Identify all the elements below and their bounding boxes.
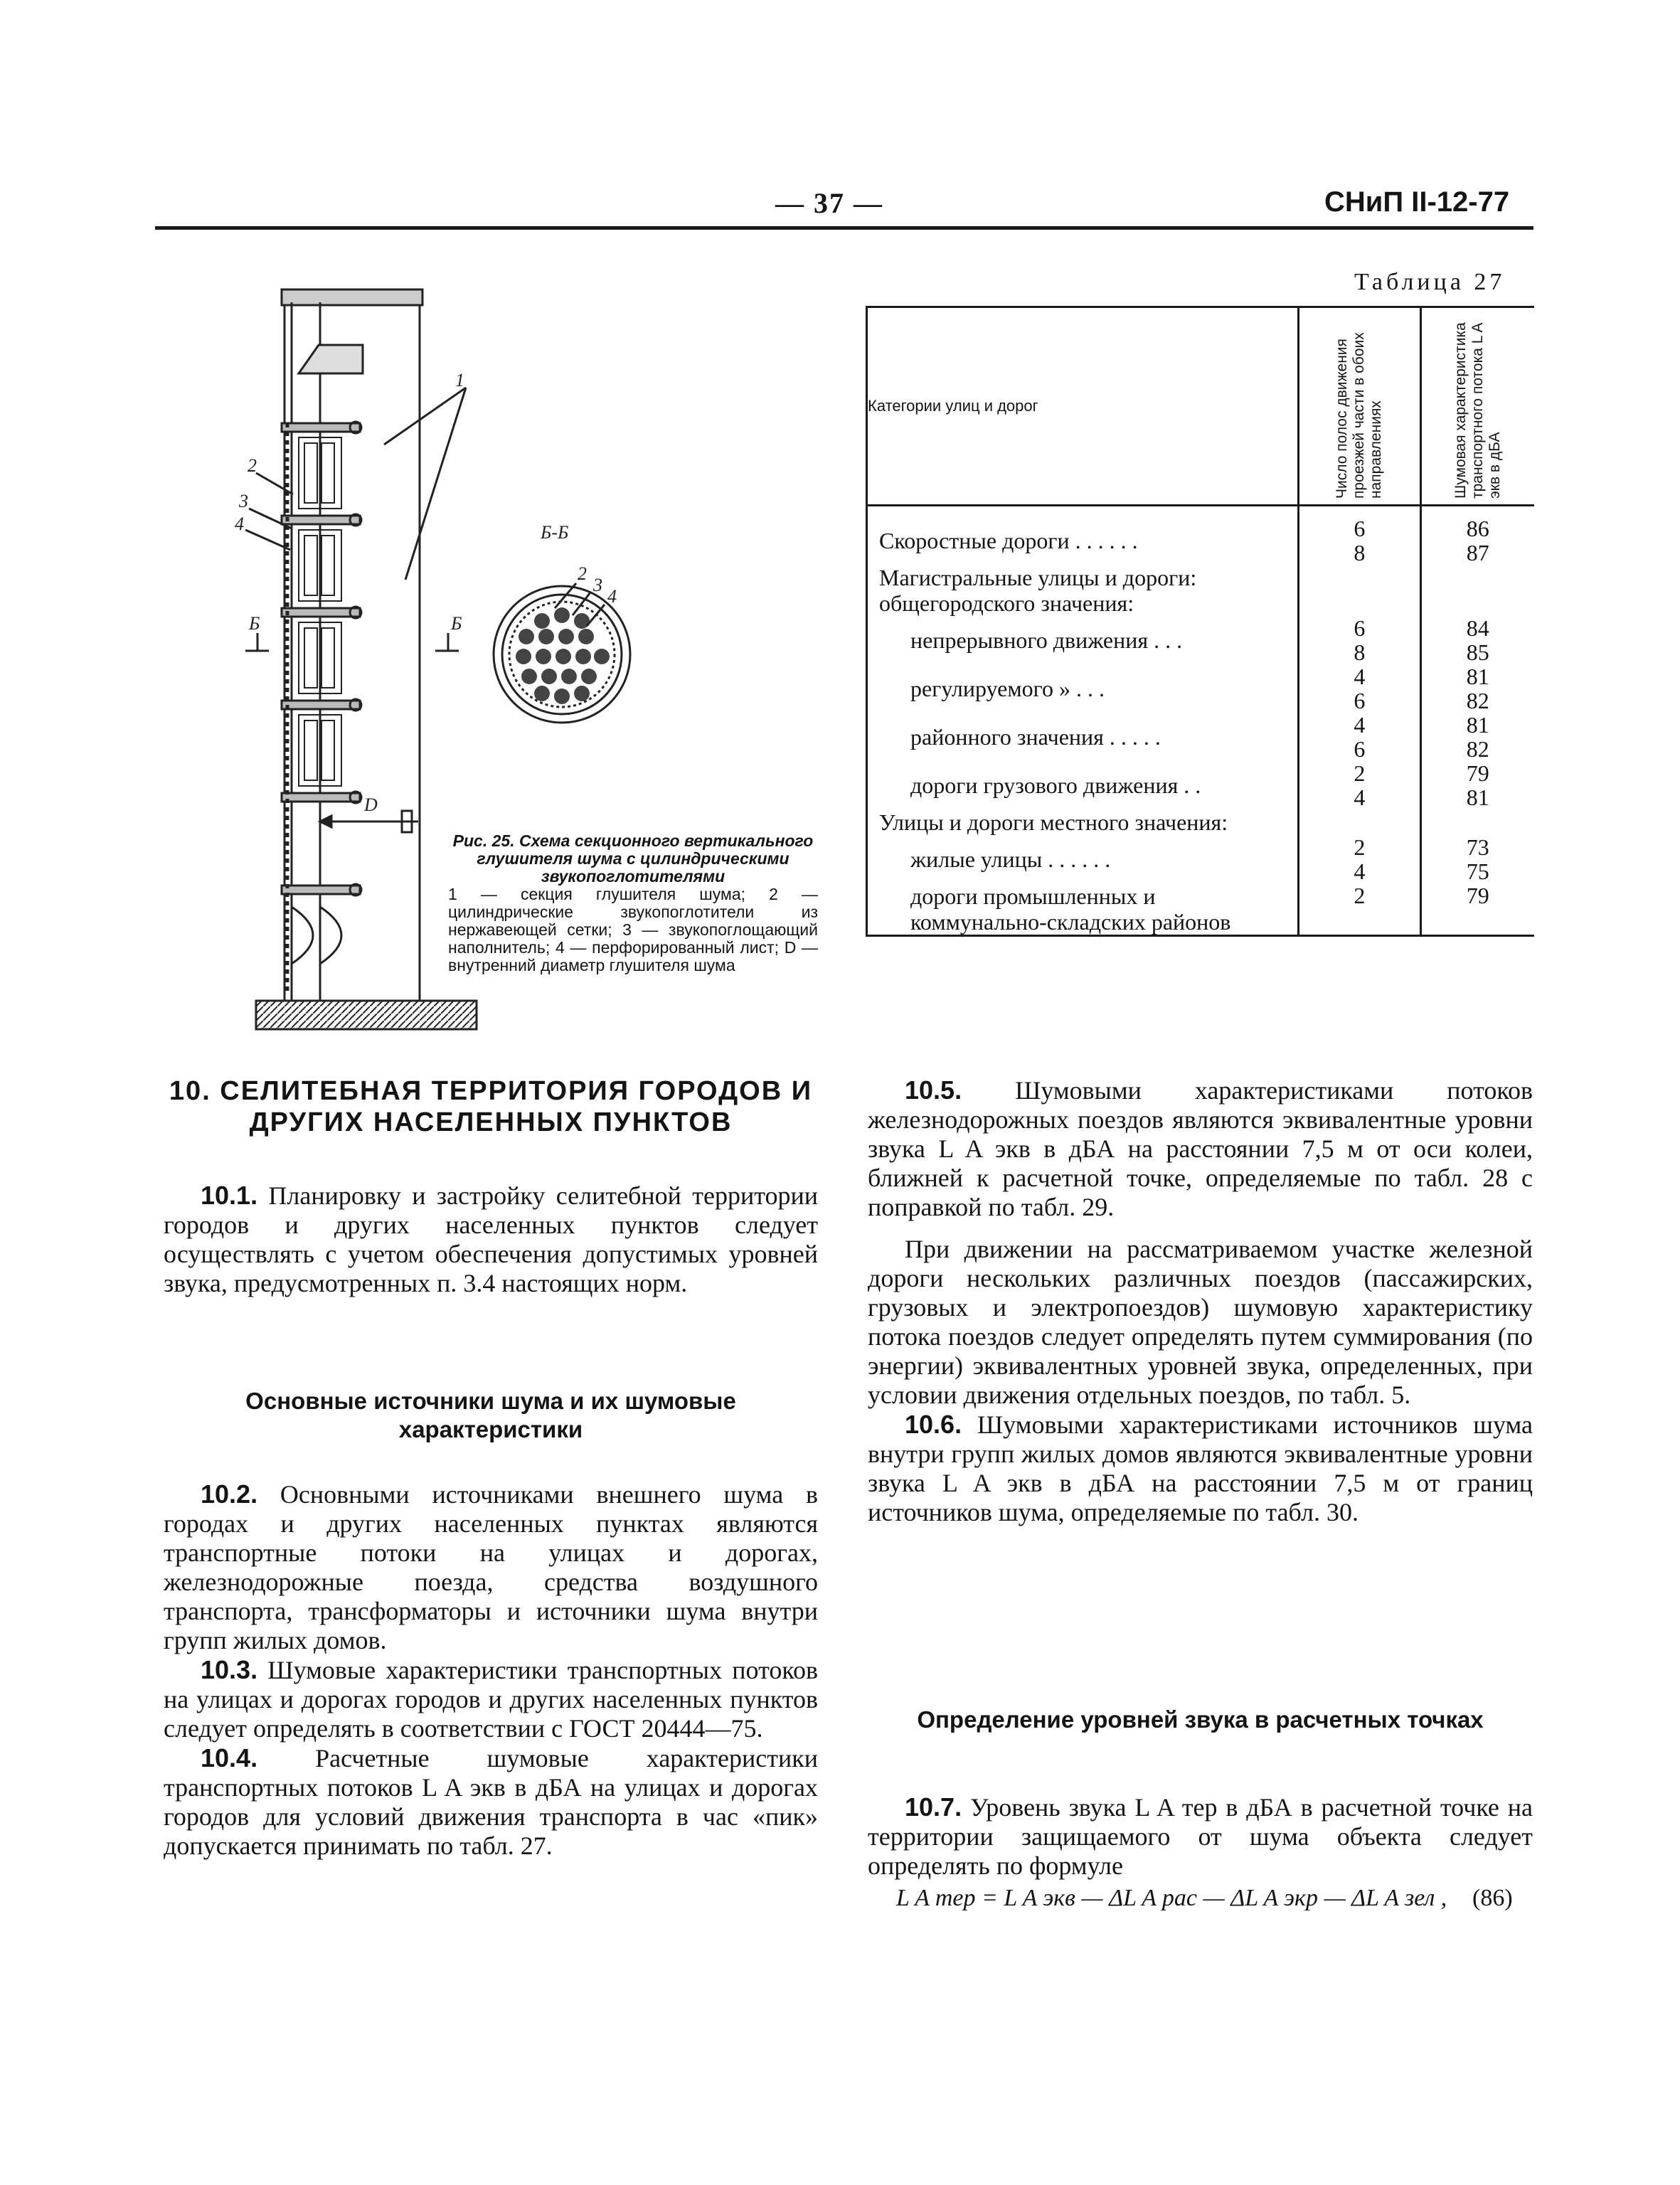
cut-label-right: Б bbox=[451, 613, 462, 634]
table-cell-category: регулируемого » . . . bbox=[910, 676, 1105, 701]
table-cell-noise-level: 84 85 bbox=[1466, 615, 1489, 665]
table-cell-noise-level bbox=[1420, 565, 1534, 616]
table-cell-category: жилые улицы . . . . . . bbox=[910, 846, 1111, 872]
para-10-5-number: 10.5. bbox=[905, 1075, 962, 1105]
table-cell-category: Скоростные дороги . . . . . . bbox=[879, 528, 1138, 553]
table-27 bbox=[866, 306, 1534, 937]
section-title: 10. СЕЛИТЕБНАЯ ТЕРРИТОРИЯ ГОРОДОВ И ДРУГИХ НАСЕЛЕННЫХ ПУНКТОВ bbox=[169, 1076, 813, 1137]
table-cell-noise-level: 81 82 bbox=[1466, 712, 1489, 762]
figure-legend: 1 — секция глушителя шума; 2 — цилиндрические звукопоглотители из нержавеющей сетки; 3 — звукопоглощающий наполнитель; 4 — перфорированный лист; D — внутренний диаметр глушителя шума bbox=[448, 885, 818, 974]
table-cell-noise-level: 81 82 bbox=[1466, 664, 1489, 713]
table-caption: Таблица 27 bbox=[1354, 269, 1506, 295]
left-paragraphs bbox=[164, 1479, 818, 1861]
table-cell-lanes bbox=[1299, 809, 1420, 835]
table-header-category: Категории улиц и дорог bbox=[867, 307, 1299, 506]
table-cell-noise-level: 79 bbox=[1420, 883, 1534, 936]
para-10-7 bbox=[868, 1792, 1533, 1881]
header-rule bbox=[155, 226, 1533, 230]
para-10-7-number: 10.7. bbox=[905, 1792, 962, 1822]
table-cell-category: дороги промышленных и коммунально-складских районов bbox=[910, 883, 1231, 935]
para-10-2-number: 10.2. bbox=[201, 1479, 258, 1509]
table-cell-lanes: 2 4 bbox=[1299, 835, 1420, 883]
table-cell-noise-level: 73 75 bbox=[1466, 834, 1489, 884]
subsection-title-calculation: Определение уровней звука в расчетных точках bbox=[917, 1706, 1484, 1733]
table-cell-lanes: 4 6 bbox=[1299, 664, 1420, 713]
para-10-4-text: Расчетные шумовые характеристики транспортных потоков L A экв в дБА на улицах и дорогах городов для условий движения транспорта в час «пик» допускается принимать по табл. 27. bbox=[164, 1744, 819, 1860]
table-cell-noise-level: 86 87 bbox=[1466, 516, 1489, 565]
para-10-4-number: 10.4. bbox=[201, 1743, 258, 1772]
section-label: Б-Б bbox=[541, 522, 569, 543]
table-row bbox=[867, 664, 1535, 713]
table-cell-category: районного значения . . . . . bbox=[910, 724, 1161, 750]
table-row bbox=[867, 761, 1535, 809]
table-cell-category: Магистральные улицы и дороги: общегородского значения: bbox=[879, 565, 1197, 616]
right-paragraphs bbox=[868, 1075, 1533, 1527]
subsection-title-sources: Основные источники шума и их шумовые характеристики bbox=[245, 1388, 736, 1442]
para-10-1 bbox=[164, 1181, 818, 1298]
cut-label-left: Б bbox=[249, 613, 260, 634]
para-10-5-continuation: При движении на рассматриваемом участке железной дороги нескольких различных поездов (пассажирских, грузовых и электропоездов) шумовую характеристику потока поездов следует определять путем суммирования (по энергии) эквивалентных уровней звука, определенных, при условии движения отдельных поездов, по табл. 5. bbox=[868, 1235, 1533, 1409]
document-code: СНиП II-12-77 bbox=[1324, 186, 1510, 218]
diameter-label: D bbox=[364, 794, 378, 815]
table-row bbox=[867, 835, 1535, 883]
page-number: — 37 — bbox=[775, 187, 883, 219]
para-10-6-text: Шумовыми характеристиками источников шума внутри групп жилых домов являются эквивалентные уровни звука L A экв в дБА на расстоянии 7,5 м от границ источников шума, определяемые по табл. 30. bbox=[868, 1410, 1533, 1526]
table-cell-lanes: 2 4 bbox=[1299, 761, 1420, 809]
table-header-noise: Шумовая характеристика транспортного потока L A экв в дБА bbox=[1452, 322, 1503, 499]
label-3: 3 bbox=[239, 491, 248, 511]
para-10-3-number: 10.3. bbox=[201, 1655, 258, 1684]
label-2: 2 bbox=[248, 455, 257, 476]
label-4: 4 bbox=[235, 514, 244, 534]
table-cell-lanes bbox=[1299, 565, 1420, 616]
table-cell-lanes: 4 6 bbox=[1299, 713, 1420, 761]
table-cell-category: Улицы и дороги местного значения: bbox=[879, 809, 1228, 835]
section-label-4: 4 bbox=[607, 586, 617, 607]
table-row bbox=[867, 883, 1535, 936]
table-cell-lanes: 2 bbox=[1299, 883, 1420, 936]
table-header-lanes: Число полос движения проезжей части в обоих направлениях bbox=[1334, 332, 1385, 499]
table-row bbox=[867, 713, 1535, 761]
para-10-6-number: 10.6. bbox=[905, 1410, 962, 1439]
table-cell-lanes: 6 8 bbox=[1299, 506, 1420, 565]
para-10-5-text: Шумовыми характеристиками потоков железнодорожных поездов являются эквивалентные уровни звука L A экв в дБА на расстоянии 7,5 м от оси колеи, ближней к расчетной точке, определяемые по табл. 28 с поправкой по табл. 29. bbox=[868, 1076, 1533, 1221]
section-label-2: 2 bbox=[578, 563, 587, 584]
para-10-7-text: Уровень звука L A тер в дБА в расчетной точке на территории защищаемого от шума объекта следует определять по формуле bbox=[868, 1793, 1533, 1880]
table-row bbox=[867, 506, 1535, 565]
table-row bbox=[867, 809, 1535, 835]
table-row bbox=[867, 565, 1535, 616]
table-cell-category: непрерывного движения . . . bbox=[910, 627, 1183, 653]
para-10-2-text: Основными источниками внешнего шума в городах и других населенных пунктах являются транспортные потоки на улицах и дорогах, железнодорожные поезда, средства воздушного транспорта, трансформаторы и источники шума внутри групп жилых домов. bbox=[164, 1480, 818, 1654]
table-row bbox=[867, 616, 1535, 664]
table-cell-lanes: 6 8 bbox=[1299, 616, 1420, 664]
para-10-1-number: 10.1. bbox=[201, 1181, 258, 1210]
section-label-3: 3 bbox=[593, 575, 602, 595]
figure-caption-title: Рис. 25. Схема секционного вертикального глушителя шума с цилиндрическими звукопоглотителями bbox=[452, 831, 814, 886]
para-10-1-text: Планировку и застройку селитебной территории городов и других населенных пунктов следует осуществлять с учетом обеспечения допустимых уровней звука, предусмотренных п. 3.4 настоящих норм. bbox=[164, 1181, 819, 1297]
formula-number: (86) bbox=[1472, 1885, 1513, 1911]
label-1: 1 bbox=[455, 370, 464, 390]
formula-86: L A тер = L A экв — ΔL A рас — ΔL A экр — ΔL A зел , bbox=[896, 1885, 1447, 1911]
table-cell-noise-level bbox=[1420, 809, 1534, 835]
figure-caption bbox=[448, 832, 818, 974]
para-10-3-text: Шумовые характеристики транспортных потоков на улицах и дорогах городов и других населенных пунктов следует определять в соответствии с ГОСТ 20444—75. bbox=[164, 1656, 819, 1743]
table-cell-category: дороги грузового движения . . bbox=[910, 772, 1201, 798]
table-cell-noise-level: 79 81 bbox=[1466, 760, 1489, 810]
